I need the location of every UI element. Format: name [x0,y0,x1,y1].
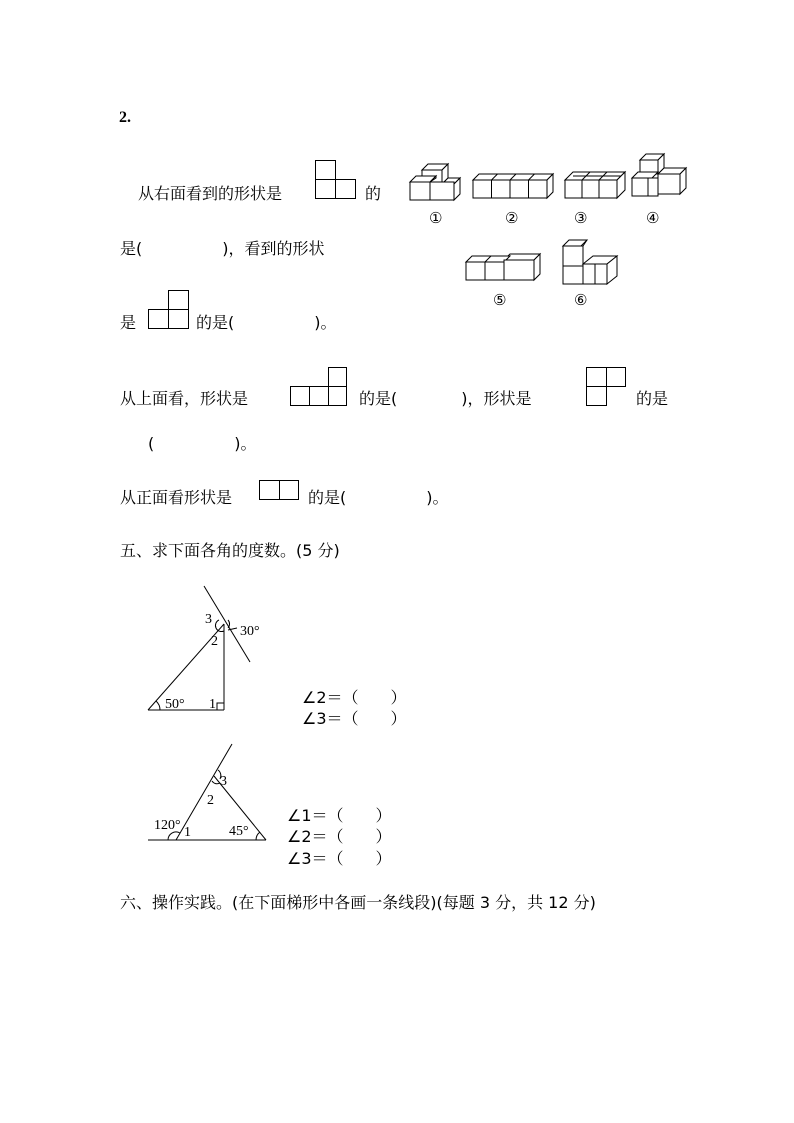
front-view-shape [259,480,301,502]
fig2-answer-angle1: ∠1＝（ ） [287,806,392,825]
fig2-label-2: 2 [207,793,214,808]
cube-figure-1 [408,160,464,204]
fig1-label-3: 3 [205,612,212,627]
fig1-label-2: 2 [211,634,218,649]
fig1-answer-angle3: ∠3＝（ ） [302,709,407,728]
q2-line1-post: 的 [365,184,382,203]
q5-heading: 五、求下面各角的度数。(5 分) [120,541,340,560]
right-view-shape [315,160,357,200]
q2-line2-text: 是( )，看到的形状 [120,239,325,258]
fig2-label-3: 3 [220,774,227,789]
top-view-shape-1 [290,367,350,407]
cube-figure-5 [464,250,544,284]
q2-line3-post: 的是( )。 [196,313,337,332]
figure-label-6: ⑥ [574,291,588,309]
figure-label-3: ③ [574,209,588,227]
question-number: 2. [119,109,131,126]
cube-figure-6 [561,240,621,288]
q2-line6-post: 的是( )。 [308,488,449,507]
view-shape-2 [148,290,190,330]
fig2-label-45: 45° [229,824,249,839]
top-view-shape-2 [586,367,628,407]
fig1-label-1: 1 [209,697,216,712]
cube-figure-4 [630,152,688,200]
q2-line4-pre: 从上面看，形状是 [120,389,249,408]
figure-label-1: ① [429,209,443,227]
figure-label-5: ⑤ [493,291,507,309]
q2-line1-text: 从右面看到的形状是 [138,184,283,203]
fig2-answer-angle3: ∠3＝（ ） [287,849,392,868]
cube-figure-3 [563,168,627,202]
fig2-label-1: 1 [184,825,191,840]
cube-figure-2 [471,170,555,202]
fig1-label-50: 50° [165,697,185,712]
q6-heading: 六、操作实践。(在下面梯形中各画一条线段)(每题 3 分，共 12 分) [120,893,596,912]
q2-line3-pre: 是 [120,313,137,332]
q2-line4-post: 的是 [636,389,669,408]
fig1-label-30: 30° [240,624,260,639]
figure-label-4: ④ [646,209,660,227]
fig2-answer-angle2: ∠2＝（ ） [287,827,392,846]
fig1-answer-angle2: ∠2＝（ ） [302,688,407,707]
q2-line4-mid: 的是( )，形状是 [359,389,532,408]
figure-label-2: ② [505,209,519,227]
q2-line5: ( )。 [148,434,257,453]
fig2-label-120: 120° [154,818,181,833]
q2-line6-pre: 从正面看形状是 [120,488,233,507]
